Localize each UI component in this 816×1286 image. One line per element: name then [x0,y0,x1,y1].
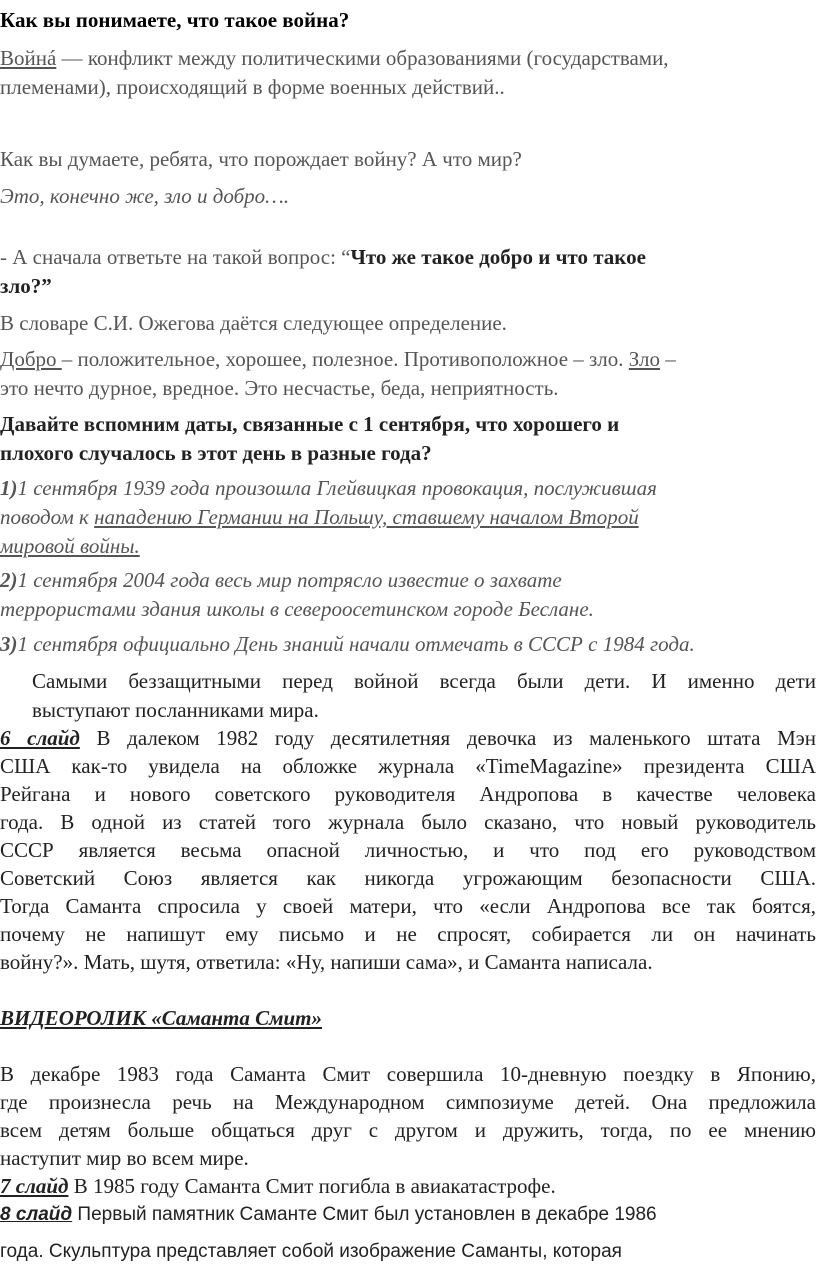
war-definition-line-2: племенами), происходящий в форме военных действий.. [0,75,505,99]
japan-line-1: В декабре 1983 года Саманта Смит совершила 10-дневную поездку в Японию, [0,1062,816,1086]
war-definition-line-1: Войнá — конфликт между политическими образованиями (государствами, [0,46,669,70]
slide-6-line-2: США как-то увидела на обложке журнала «TimeMagazine» президента США [0,754,816,778]
link-invasion-of-poland[interactable]: нападению Германии на Польшу, ставшему началом Второй [94,505,639,529]
dates-question-line-1: Давайте вспомним даты, связанные с 1 сентября, что хорошего и [0,412,620,436]
good-definition-line-2: это нечто дурное, вредное. Это несчастье, беда, неприятность. [0,376,559,400]
slide-6-line-9: войну?». Мать, шутя, ответила: «Ну, напиши сама», и Саманта написала. [0,950,653,974]
japan-line-4: наступит мир во всем мире. [0,1146,249,1170]
children-line-1: Самыми беззащитными перед войной всегда были дети. И именно дети [32,669,816,693]
slide-7-label: 7 слайд [0,1174,69,1198]
good-term: Добро [0,347,62,371]
slide-6-label: 6 слайд [0,726,80,750]
slide-6-line-4: года. В одной из статей того журнала было сказано, что новый руководитель [0,810,816,834]
date-item-1-line-3 [0,532,816,561]
children-line-2: выступают посланниками мира. [32,698,319,722]
war-term: Войнá [0,46,57,70]
date-item-2-line-2: террористами здания школы в североосетинском городе Беслане. [0,597,594,621]
slide-6-line-5: СССР является весьма опасной личностью, и что под его руководством [0,838,816,862]
slide-6-line-3: Рейгана и нового советского руководителя Андропова в качестве человека [0,782,816,806]
date-item-1-line-2: поводом к нападению Германии на Польшу, ставшему началом Второй [0,505,639,529]
question-war-and-peace: Как вы думаете, ребята, что порождает войну? А что мир? [0,147,522,171]
video-heading: ВИДЕОРОЛИК «Саманта Смит» [0,1006,322,1030]
date-item-3: 3)1 сентября официально День знаний начали отмечать в СССР с 1984 года. [0,632,695,656]
good-definition-line-1: Добро – положительное, хорошее, полезное. Противоположное – зло. Зло – [0,347,676,371]
answer-evil-and-good: Это, конечно же, зло и добро…. [0,184,290,208]
slide-8-label: 8 слайд [0,1204,73,1225]
slide-8-line-1: 8 слайд Первый памятник Саманте Смит был установлен в декабре 1986 [0,1204,657,1225]
question-good-evil-line-1: - А сначала ответьте на такой вопрос: “Что же такое добро и что такое [0,245,646,269]
date-item-2-line-1: 2)1 сентября 2004 года весь мир потрясло известие о захвате [0,568,562,592]
ozhegov-intro: В словаре С.И. Ожегова даётся следующее определение. [0,311,507,335]
slide-7-paragraph: 7 слайд В 1985 году Саманта Смит погибла в авиакатастрофе. [0,1174,556,1198]
japan-line-3: всем детям больше общаться друг с другом и дружить, тогда, по ее мнению [0,1118,816,1142]
slide-6-line-6: Советский Союз является как никогда угрожающим безопасности США. [0,866,816,890]
question-good-evil-line-2: зло?” [0,274,52,298]
japan-line-2: где произнесла речь на Международном симпозиуме детей. Она предложила [0,1090,816,1114]
evil-term: Зло [628,347,661,371]
slide-6-line-7: Тогда Саманта спросила у своей матери, что «если Андропова все так боятся, [0,894,816,918]
dates-question-line-2: плохого случалось в этот день в разные года? [0,441,432,465]
date-item-1-line-1: 1)1 сентября 1939 года произошла Глейвицкая провокация, послужившая [0,476,657,500]
slide-6-line-1: 6 слайд В далеком 1982 году десятилетняя девочка из маленького штата Мэн [0,726,816,750]
slide-8-line-2: года. Скульптура представляет собой изображение Саманты, которая [0,1241,622,1262]
question-what-is-war: Как вы понимаете, что такое война? [0,8,350,32]
slide-6-line-8: почему не напишут ему письмо и не спросят, собирается ли он начинать [0,922,816,946]
link-second-world-war[interactable]: мировой войны. [0,534,140,558]
